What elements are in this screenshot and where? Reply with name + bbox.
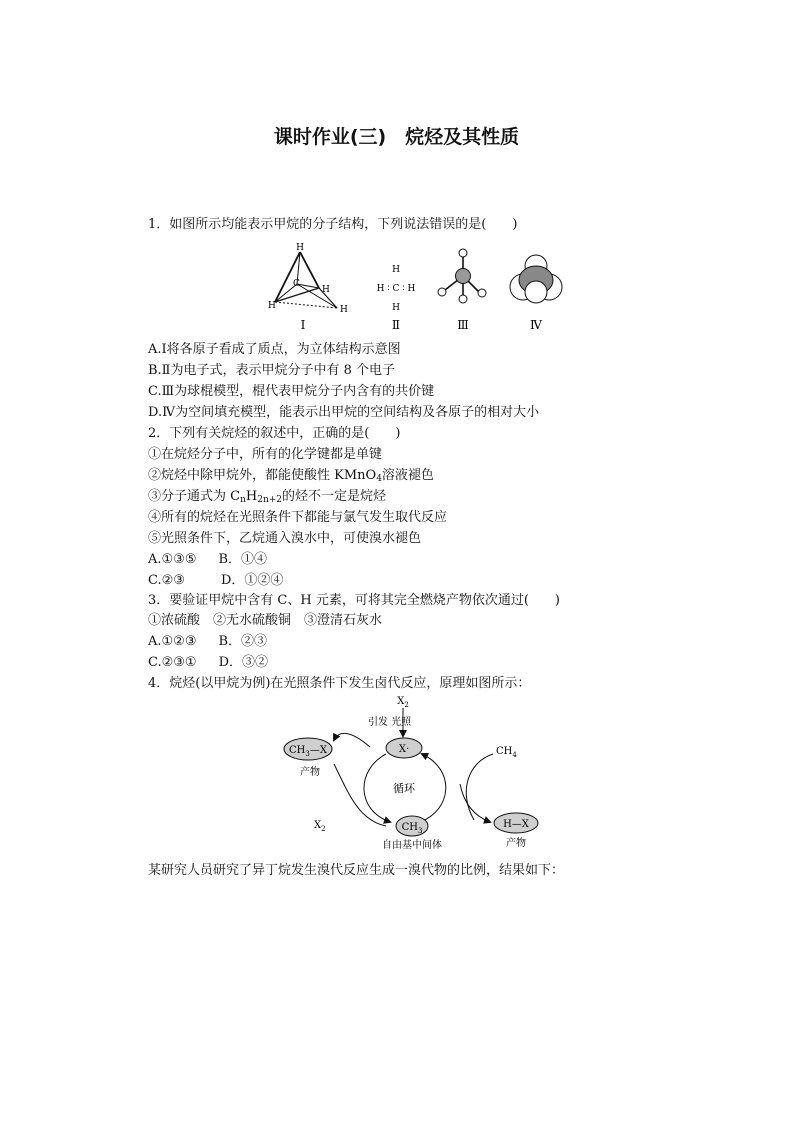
atom-h-back: H [322,285,330,295]
question-4-stem: 4．烷烃(以甲烷为例)在光照条件下发生卤代反应，原理如图所示： [148,676,531,691]
label-fig-3: Ⅲ [457,318,469,332]
x2-top: $X_2$ [397,696,409,709]
q1-option-d[interactable]: D.Ⅳ为空间填充模型，能表示出甲烷的空间结构及各原子的相对大小 [148,405,540,420]
q3-options-row-1 [148,633,267,651]
page-title: 课时作业(三) 烷烃及其性质 [273,126,520,148]
q2-item-1: ①在烷烃分子中，所有的化学键都是单键 [148,447,383,462]
product-label-right: 产物 [506,838,526,849]
q2-item-3: ③分子通式为 $C_nH_{2n+2}$的烃不一定是烷烃 [148,489,387,505]
atom-h-left: H [268,301,276,311]
q3-items: ①浓硫酸 ②无水硫酸铜 ③澄清石灰水 [148,613,383,628]
question-3-stem: 3．要验证甲烷中含有 C、H 元素，可将其完全燃烧产物依次通过( ) [148,593,560,608]
methane-structure-figure [255,240,565,336]
q1-option-c[interactable]: C.Ⅲ为球棍模型，棍代表甲烷分子内含有的共价键 [148,384,435,399]
figure-2-electron-formula [377,265,416,313]
q1-option-b[interactable]: B.Ⅱ为电子式，表示甲烷分子中有 8 个电子 [148,363,396,378]
label-fig-4: Ⅳ [530,318,542,332]
q2-option-b[interactable]: B．①④ [218,552,268,567]
q3-options-row-2 [148,654,268,672]
q2-option-c[interactable]: C.②③ [148,573,185,588]
label-fig-1: Ⅰ [300,318,306,332]
q3-option-c[interactable]: C.②③① [148,655,197,670]
question-2-stem: 2．下列有关烷烃的叙述中，正确的是( ) [148,426,401,441]
radical-x: X· [398,744,410,755]
q2-item-2: ②烷烃中除甲烷外，都能使酸性 KMnO$_4$溶液褪色 [148,468,434,484]
initiation-label: 引发 光照 [368,717,412,728]
ch3x-product: $CH_3—X$ [289,745,327,758]
q3-option-b[interactable]: B．②③ [218,634,268,649]
label-fig-2: Ⅱ [391,318,401,332]
ef-top-h: H [392,265,400,275]
atom-h-right: H [340,305,348,315]
q2-options-row-1 [148,551,267,569]
ef-middle: H ∶ C ∶ H [376,284,416,294]
atom-c: C [293,279,300,289]
halogenation-cycle-diagram [278,692,548,852]
cycle-label: 循环 [393,782,415,795]
question-1-stem: 1．如图所示均能表示甲烷的分子结构，下列说法错误的是( ) [148,217,518,232]
figure-4-space-filling-model [510,255,562,303]
q3-option-a[interactable]: A.①②③ [148,634,197,649]
q2-option-d[interactable]: D．①②④ [220,573,284,588]
atom-h-top: H [296,243,304,253]
q2-options-row-2 [148,572,283,590]
q4-result-text: 某研究人员研究了异丁烷发生溴代反应生成一溴代物的比例，结果如下： [148,863,565,878]
q2-item-4: ④所有的烷烃在光照条件下都能与氯气发生取代反应 [148,510,448,525]
ch4-label: $CH_4$ [496,746,517,759]
hx-product: H—X [503,819,529,830]
q2-option-a[interactable]: A.①③⑤ [148,552,197,567]
q2-item-5: ⑤光照条件下，乙烷通入溴水中，可使溴水褪色 [148,531,422,546]
ch3-radical: $CH_3$ [401,822,423,835]
product-label-left: 产物 [300,767,320,778]
figure-3-ball-stick-model [438,249,486,303]
intermediate-label: 自由基中间体 [382,840,442,851]
figure-1-wedge-structure [268,243,348,315]
x2-left: $X_2$ [314,820,326,833]
q3-option-d[interactable]: D．③② [218,655,269,670]
ef-bottom-h: H [392,303,400,313]
q1-option-a[interactable]: A.Ⅰ将各原子看成了质点，为立体结构示意图 [148,342,401,357]
